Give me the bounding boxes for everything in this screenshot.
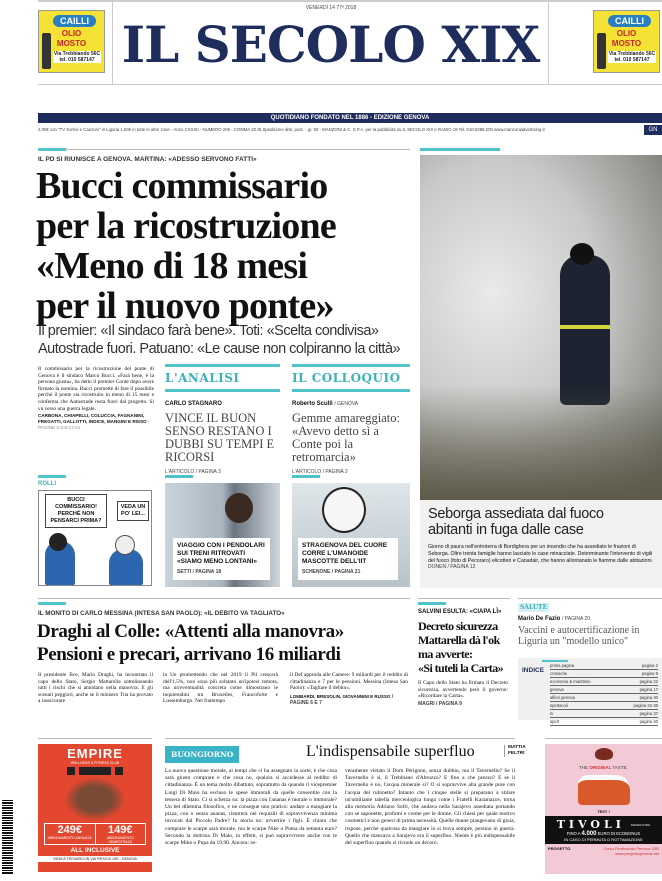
barcode-icon [2, 800, 13, 875]
fire-photo[interactable] [420, 155, 662, 500]
lead-headline[interactable] [36, 166, 416, 326]
salute-label: SALUTE [520, 604, 548, 611]
ad-tagline-bold: ORIGINAL [589, 765, 612, 770]
ad-price: 149€ [108, 824, 133, 836]
indice-page: pagina 17 [639, 687, 658, 692]
ad-offer2: IN CASO DI PERMUTA O ROTTAMAZIONE [564, 837, 643, 842]
price-line: 2,00€ con "TV Sorrisi e Canzoni" in Liguria 1,50€ in tutte le altre zone - Anno CXXXII - NUMERO 206 - COMMA 20 /B Spedizione abb. post. - gr. 50 - MANZONI & C. S.P.A. per la pubblicità su IL SECOLO XIX e RADIO 19 Tel. 010.5388.200 www.manzoniadvertising.it [38, 127, 545, 132]
ad-dealer: PROGETTO [548, 846, 571, 851]
indice-page: pagina 2 [641, 663, 658, 668]
indice-section: sport [550, 719, 560, 724]
indice-label: INDICE [522, 667, 545, 674]
indice-section: tv [550, 711, 554, 716]
draghi-kicker: IL MONITO DI CARLO MESSINA (INTESA SAN PAOLO): «IL DEBITO VA TAGLIATO» [38, 610, 285, 617]
indice-row[interactable] [550, 710, 658, 718]
salute-ref: / PAGINA 20 [562, 616, 590, 622]
indice-section: economia & marittimo [550, 679, 591, 684]
article-title: VINCE IL BUON SENSO RESTANO I DUBBI SU TEMPI E RICORSI [165, 411, 275, 464]
ad-line: MOSTO [56, 39, 87, 48]
ad-phone: tel. 010 587147 [59, 57, 95, 63]
top-left-ad[interactable] [38, 10, 105, 73]
draghi-headline[interactable] [37, 620, 409, 666]
gn-badge: GN [644, 125, 662, 135]
ad-brand: CAILLI [608, 15, 651, 27]
lead-body-column [38, 366, 154, 431]
car-icon [578, 775, 630, 805]
headline-line: Draghi al Colle: «Attenti alla manovra» [37, 621, 344, 642]
draghi-col: la Ue promettendo che nel 2019 il Pil crescerà dell'1,5%, non sono più soltanto un'ipotesi remota, ma un'eventualità concreta come dimostrano le inquietudini tra Bruxelles, Francoforte e Lussemburgo. Nel frattempo [163, 672, 278, 705]
ad-brand: EMPIRE [67, 746, 123, 761]
headline-line: Decreto sicurezza [418, 619, 498, 633]
ad-line: MOSTO [611, 39, 642, 48]
teaser-pendolari[interactable] [165, 483, 280, 587]
teaser-umanoide[interactable] [292, 483, 410, 587]
tivoli-ad[interactable] [545, 744, 662, 874]
colloquio-block[interactable] [292, 364, 410, 475]
author: Roberto Sculli [292, 401, 333, 407]
indice-section: spettacoli [550, 703, 568, 708]
author-role: / GENOVA [334, 401, 359, 407]
teaser-title: STRAGENOVA DEL CUORE CORRE L'UMANOIDE MASCOTTE DELL'IIT [302, 542, 388, 565]
salvini-body: Il Capo dello Stato ha firmato il Decreto sicurezza, avvertendo però il governo: «Ricordare la Carta». [418, 680, 508, 700]
article-ref: L'ARTICOLO / PAGINA 3 [165, 469, 221, 475]
salvini-headline [418, 619, 508, 675]
headline-line: per la ricostruzione [36, 205, 336, 247]
ad-tagline: TASTE. [612, 765, 628, 770]
photo-headline: Seborga assediata dal fuoco [428, 506, 604, 522]
photo-headline: abitanti in fuga dalle case [428, 522, 584, 538]
salute-title[interactable]: Vaccini e autocertificazione in Liguria un "modello unico" [518, 625, 640, 647]
athlete-photo [64, 777, 126, 821]
ad-tag: ALL INCLUSIVE [70, 847, 120, 854]
lead-body: Il commissario per la ricostruzione del ponte di Genova è il sindaco Marco Bucci. «Farà bene, è la persona giusta», ha detto il premier Conte dopo avere firmato la nomina. Bucci promette di fare il possibile perché il ponte sia ricostruito in meno di 15 mesi e conferma che Autostrade resta fuori dal progetto. Si va verso una guerra legale. [38, 366, 154, 412]
indice-row[interactable] [550, 678, 658, 686]
lead-authors: CARBONA, CHIAPELLI, COLUCCIA, FAGNANINI, FREGATTI, GALLOTTI, INDICE, MANGINI E RISSO [38, 413, 147, 425]
rolli-label: ROLLI [38, 481, 56, 487]
author: CARLO STAGNARO [165, 401, 222, 407]
dumbbell-icon [67, 767, 123, 775]
rolli-cartoon[interactable] [38, 490, 152, 586]
bottle-icon [597, 33, 606, 69]
section-label: L'ANALISI [165, 371, 240, 385]
person-photo-icon [225, 493, 253, 523]
lead-pages[interactable]: / PAGINE 2-3-5-17-21 [38, 419, 150, 431]
photo-ref: DONEN / PAGINA 12 [428, 564, 476, 571]
indice-page: pagina 22 [639, 679, 658, 684]
teaser-ref: SETTI / PAGINA 18 [177, 569, 222, 575]
headline-line: Bucci commissario [36, 165, 328, 207]
indice-row[interactable] [550, 662, 658, 670]
draghi-authors: LOMBARDI, BRESOLIN, GIOVANNINI E RUSSO [290, 693, 391, 699]
draghi-col: il Def approda alle Camere: 9 miliardi per il reddito di cittadinanza e 7 per le pensioni. Messina (Intesa San Paolo): «Tagliare il debito». [290, 672, 408, 692]
indice-row[interactable] [550, 718, 658, 726]
buongiorno-label: BUONGIORNO [165, 746, 239, 763]
ad-maker: SSANGYONG [630, 822, 651, 827]
ad-phone: tel. 010 587147 [614, 57, 650, 63]
robot-head-icon [322, 487, 366, 533]
ad-address: Via Trebbiando 56C [53, 51, 101, 57]
ad-offer: EURO DI ECOBONUS [597, 831, 641, 836]
photo-body: Giorno di paura nell'entroterra di Bordighera per un incendio che ha assediato le frazioni di Seborga. Oltre trenta famiglie hanno lasciato le case minacciate. Determinante l'intervento di vigili del fuoco (foto di Pecoraro) elicotteri e Canadair, che hanno allontanato le fiamme dalle abitazioni. [428, 544, 653, 564]
top-right-ad[interactable] [593, 10, 660, 73]
ad-offer: FINO A [566, 831, 581, 836]
article-ref: L'ARTICOLO / PAGINA 2 [292, 469, 348, 475]
speech-bubble: BUCCI COMMISSARIO! PERCHÉ NON PENSARCI PRIMA? [45, 494, 107, 528]
ad-dealer-web: www.progettogenova.net [614, 851, 659, 856]
ad-line: OLIO [616, 29, 637, 38]
ad-price-label: ABBONAMENTO ANNUALE [47, 836, 92, 840]
indice-row[interactable] [550, 702, 658, 710]
buongiorno-col: La nuova questione morale, ai tempi che ci ha assegnato la sorte, è che cosa sarà giusto comprare e che cosa no, qualora si accedesse al reddito di cittadinanza. È un tema molto dibattuto, soprattutto da quando il vicepremier Luigi Di Maio ha escluso le spese immorali da quelle consentite con la tessera di Stato. Ci si scherza su: la pizza con l'ananas è morale o immorale? Un bel dilemma filosofico, e ne consegue uno pratico: andare a mangiare la pizza, con o senza ananas, rientrerà nei requisiti di sopravvivenza minima invocati dal Piccolo Padre? In teoria no: avvertire i figli. È chiaro che comprare le scarpe sarà morale, ma le scarpe Nike o Puma da settanta euro? Secondo la dottrina Di Maio, in effetti, si può sopravvivere anche con le scarpe Mike o Pupa da 19,90. Ancora: se- [165, 768, 337, 847]
ad-price: 249€ [57, 824, 82, 836]
indice-page: pagina 30 [639, 695, 658, 700]
headline-line: per il nuovo ponte» [36, 285, 334, 327]
teaser-ref: SCHENONE / PAGINA 21 [302, 569, 361, 575]
ad-sub: WELLNESS & FITNESS CLUB [70, 761, 120, 765]
headline-line: Pensioni e precari, arrivano 16 miliardi [37, 644, 341, 665]
ad-line: OLIO [61, 29, 82, 38]
fire-photo-caption[interactable] [420, 500, 662, 588]
salvini-block[interactable] [418, 608, 508, 707]
strawberry-icon [595, 748, 613, 760]
salvini-ref[interactable]: MAGRI / PAGINA 9 [418, 700, 462, 707]
buongiorno-author: MATTIA FELTRI [504, 745, 528, 757]
issue-date: VENERDÌ 14 77ª 2018 [305, 5, 357, 11]
indice-section: alfieri genova [550, 695, 575, 700]
cartoon-head-icon [49, 533, 67, 551]
cartoon-head-icon [115, 535, 135, 555]
indice-page: pagina 32-35 [633, 703, 658, 708]
analisi-block[interactable] [165, 364, 280, 475]
ad-test: TEST ! [597, 809, 610, 814]
ad-address: Via Trebbiando 56C [608, 51, 656, 57]
firefighter-silhouette-icon [560, 255, 610, 405]
masthead-bar: QUOTIDIANO FONDATO NEL 1886 - EDIZIONE GENOVA [38, 113, 662, 123]
ad-tagline: THE [579, 765, 589, 770]
lead-subhead [38, 322, 418, 358]
masthead-title: IL SECOLO XIX [121, 15, 540, 74]
ad-brand: CAILLI [53, 15, 96, 27]
indice-section: genova [550, 687, 564, 692]
indice-section: cronache [550, 671, 568, 676]
headline-line: ma avverte: [418, 647, 473, 661]
speech-bubble: VEDA UN PO' LEI... [117, 501, 149, 521]
empire-ad[interactable] [38, 744, 152, 872]
indice-page: pagina 40 [639, 719, 658, 724]
author: Mario De Fazio [518, 616, 561, 622]
ad-offer-bold: 4.000 [581, 831, 597, 837]
indice-page: pagina 37 [639, 711, 658, 716]
draghi-col: Il presidente Bce, Mario Draghi, ha incontrato il capo dello Stato, Sergio Mattarella sottolineando tutti i rischi che si annidano nella manovra. E gli scenari peggiori, anche se il ministro Tria ha provato a rassicurare [38, 672, 153, 705]
indice-box [518, 658, 662, 724]
bottle-icon [42, 33, 51, 69]
indice-row[interactable] [550, 694, 658, 702]
indice-section: prima pagina [550, 663, 575, 668]
buongiorno-col: veramente vietato il Dom Pérignon, senza dubbio, ma il Tavernello? Se il Tavernello è sì, il Trebbiano d'Abruzzo? E fino a che prezzo? E se il Tavernello è no, l'acqua minerale sì? O si sopravvive alla grande pure con l'acqua del rubinetto? Intanto che i cinque stelle si preparano a stilare un'umiliante tabella merceologica lunga come i Fratelli Karamazov, torna alla memoria Adriano Sofri, che andava nella Sarajevo assediata portando con sé saponette, profumi e creme per le donne. Gli chiesi per quale motivo cosmetici e non generi di prima necessità. Quelle donne piangevano di gioia, rispose, perché qualcosa da mangiare lo si trova sempre, persino in guerra. Quello che mancava a Sarajevo era il superfluo. Niente è più indispensabile del superfluo quando si rivuole un decoro. [345, 768, 515, 847]
buongiorno-title: L'indispensabile superfluo [306, 743, 475, 760]
draghi-pages[interactable]: / PAGINE 6 E 7 [290, 693, 394, 706]
ad-brand: TIVOLI [556, 818, 625, 831]
salvini-kicker: SALVINI ESULTA: «CIAPA LÌ» [418, 609, 502, 615]
teaser-title: VIAGGIO CON I PENDOLARI SUI TRENI RITROVATI «SIAMO MENO LONTANI» [177, 542, 265, 565]
headline-line: «Meno di 18 mesi [36, 245, 308, 287]
headline-line: Mattarella dà l'ok [418, 633, 500, 647]
headline-line: «Si tuteli la Carta» [418, 661, 503, 675]
indice-row[interactable] [550, 670, 658, 678]
ad-price-label: ABBONAMENTO SEMESTRALE [106, 836, 134, 844]
section-label: IL COLLOQUIO [292, 371, 401, 385]
lead-kicker: IL PD SI RIUNISCE A GENOVA. MARTINA: «ADESSO SERVONO FATTI» [38, 156, 257, 163]
article-title: Gemme amareggiato: «Avevo detto sì a Conte poi la retromarcia» [292, 411, 400, 464]
ad-footer: VIENI A TROVARCI IN VIA FIESCHI 10R - GENOVA [38, 856, 152, 862]
subhead-line: Autostrade fuori. Patuano: «Le cause non colpiranno la città» [38, 341, 401, 357]
indice-row[interactable] [550, 686, 658, 694]
subhead-line: Il premier: «Il sindaco farà bene». Toti: «Scelta condivisa» [38, 323, 379, 339]
indice-page: pagina 9 [641, 671, 658, 676]
ad-dealer-addr: Corso Ferdinando Perrone 33R [603, 846, 659, 851]
